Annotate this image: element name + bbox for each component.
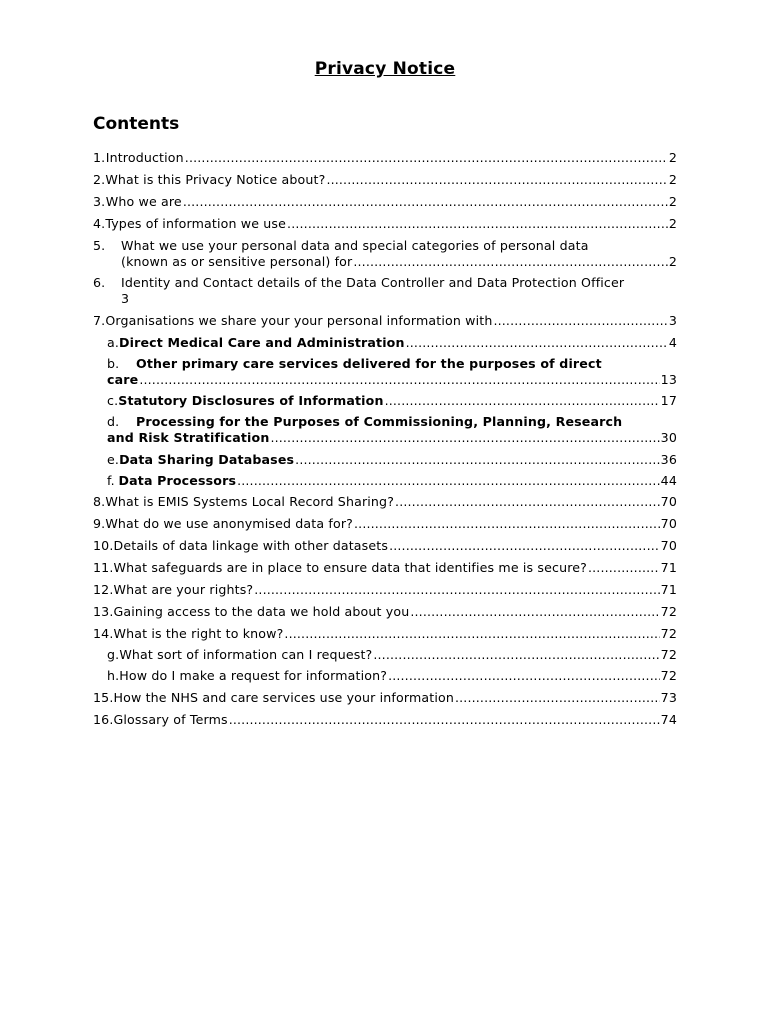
toc-entry-who-we-are[interactable] [93, 194, 677, 210]
toc-letter: f. [107, 473, 115, 488]
toc-page-number: 30 [660, 430, 677, 445]
toc-page-number: 70 [660, 538, 677, 553]
toc-page-number: 3 [668, 313, 677, 328]
toc-entry-anonymised-data[interactable] [93, 516, 677, 532]
toc-letter: b. [107, 356, 120, 371]
toc-leader [388, 668, 660, 684]
toc-page-number: 3 [121, 291, 130, 306]
toc-number: 3. [93, 194, 106, 209]
toc-number: 2. [93, 172, 106, 187]
toc-page-number: 71 [660, 560, 677, 575]
toc-entry-processing-commissioning[interactable] [93, 414, 677, 446]
toc-leader [406, 335, 668, 351]
toc-leader [295, 452, 660, 468]
toc-page-number: 73 [660, 690, 677, 705]
toc-entry-direct-medical-care[interactable] [93, 335, 677, 351]
toc-page-number: 72 [660, 647, 677, 662]
toc-entry-types-of-information[interactable] [93, 216, 677, 232]
toc-entry-what-we-use-data-for[interactable] [93, 238, 677, 270]
toc-number: 6. [93, 275, 106, 290]
toc-entry-other-primary-care[interactable] [93, 356, 677, 388]
toc-leader [410, 604, 659, 620]
toc-entry-glossary[interactable] [93, 712, 677, 728]
toc-entry-how-to-request[interactable] [93, 668, 677, 684]
toc-page-number: 72 [660, 626, 677, 641]
toc-leader [493, 313, 667, 329]
toc-text: Introduction [105, 150, 184, 165]
toc-letter: c. [107, 393, 119, 408]
toc-text: Other primary care services delivered for the purposes of direct [136, 356, 602, 371]
toc-text: Data Sharing Databases [119, 452, 295, 467]
toc-letter: e. [107, 452, 120, 467]
toc-entry-emis-record-sharing[interactable] [93, 494, 677, 510]
toc-letter: a. [107, 335, 120, 350]
toc-leader [588, 560, 660, 576]
toc-entry-statutory-disclosures[interactable] [93, 393, 677, 409]
toc-entry-data-sharing-databases[interactable] [93, 452, 677, 468]
toc-letter: h. [107, 668, 120, 683]
toc-leader [389, 538, 660, 554]
toc-page-number: 2 [668, 254, 677, 269]
toc-entry-data-processors[interactable] [93, 473, 677, 489]
toc-entry-identity-and-contact[interactable] [93, 275, 677, 307]
toc-page-number: 71 [660, 582, 677, 597]
toc-page-number: 13 [660, 372, 677, 387]
toc-page-number: 74 [660, 712, 677, 727]
toc-leader [185, 150, 668, 166]
toc-text: Statutory Disclosures of Information [118, 393, 384, 408]
toc-entry-nhs-use-of-information[interactable] [93, 690, 677, 706]
toc-text: What sort of information can I request? [119, 647, 373, 662]
toc-text-continued: and Risk Stratification [107, 430, 270, 445]
toc-text: Types of information we use [105, 216, 287, 231]
toc-letter: d. [107, 414, 120, 429]
toc-entry-what-info-can-i-request[interactable] [93, 647, 677, 663]
toc-leader [229, 712, 660, 728]
toc-text: What is this Privacy Notice about? [105, 172, 326, 187]
toc-page-number: 2 [668, 194, 677, 209]
toc-page-number: 70 [660, 516, 677, 531]
toc-entry-your-rights[interactable] [93, 582, 677, 598]
toc-leader [284, 626, 659, 642]
toc-leader [326, 172, 667, 188]
toc-page-number: 70 [660, 494, 677, 509]
toc-entry-what-is-this-notice[interactable] [93, 172, 677, 188]
toc-entry-organisations-we-share-with[interactable] [93, 313, 677, 329]
toc-text: Glossary of Terms [113, 712, 228, 727]
toc-page-number: 2 [668, 150, 677, 165]
toc-page-number: 17 [660, 393, 677, 408]
toc-leader [254, 582, 659, 598]
toc-leader [353, 254, 667, 270]
toc-text: Data Processors [118, 473, 237, 488]
toc-entry-safeguards[interactable] [93, 560, 677, 576]
toc-number: 14. [93, 626, 114, 641]
toc-page-number: 72 [660, 604, 677, 619]
toc-text: Organisations we share your your personal information with [105, 313, 493, 328]
toc-text: What are your rights? [113, 582, 254, 597]
toc-leader [139, 372, 659, 388]
toc-leader [455, 690, 660, 706]
toc-leader [270, 430, 659, 446]
toc-number: 9. [93, 516, 106, 531]
toc-page-number: 44 [660, 473, 677, 488]
toc-page-number: 36 [660, 452, 677, 467]
toc-number: 11. [93, 560, 114, 575]
toc-text: What safeguards are in place to ensure data that identifies me is secure? [113, 560, 587, 575]
table-of-contents [93, 148, 677, 728]
toc-letter: g. [107, 647, 120, 662]
contents-heading: Contents [93, 114, 180, 134]
toc-page-number: 4 [668, 335, 677, 350]
toc-entry-right-to-know[interactable] [93, 626, 677, 642]
toc-leader [395, 494, 660, 510]
toc-number: 1. [93, 150, 106, 165]
toc-text: What we use your personal data and special categories of personal data [121, 238, 589, 253]
toc-number: 7. [93, 313, 106, 328]
toc-text: How the NHS and care services use your information [113, 690, 454, 705]
toc-text: Direct Medical Care and Administration [119, 335, 405, 350]
toc-number: 8. [93, 494, 106, 509]
toc-entry-gaining-access[interactable] [93, 604, 677, 620]
toc-leader [354, 516, 660, 532]
toc-text-continued: (known as or sensitive personal) for [121, 254, 353, 269]
toc-number: 5. [93, 238, 106, 253]
toc-text: What do we use anonymised data for? [105, 516, 354, 531]
toc-text: How do I make a request for information? [119, 668, 388, 683]
toc-text: What is EMIS Systems Local Record Sharing? [105, 494, 395, 509]
toc-number: 13. [93, 604, 114, 619]
toc-number: 10. [93, 538, 114, 553]
toc-entry-data-linkage[interactable] [93, 538, 677, 554]
toc-leader [237, 473, 660, 489]
toc-page-number: 72 [660, 668, 677, 683]
toc-leader [385, 393, 660, 409]
toc-text: Details of data linkage with other datasets [113, 538, 389, 553]
toc-leader [373, 647, 659, 663]
toc-text: Gaining access to the data we hold about you [113, 604, 410, 619]
toc-page-number: 2 [668, 172, 677, 187]
toc-number: 16. [93, 712, 114, 727]
toc-text: Who we are [105, 194, 182, 209]
document-title: Privacy Notice [314, 59, 456, 79]
toc-page-number: 2 [668, 216, 677, 231]
toc-number: 12. [93, 582, 114, 597]
toc-leader [287, 216, 668, 232]
toc-text: What is the right to know? [113, 626, 284, 641]
toc-number: 15. [93, 690, 114, 705]
toc-number: 4. [93, 216, 106, 231]
toc-text: Identity and Contact details of the Data Controller and Data Protection Officer [121, 275, 625, 290]
toc-text-continued: care [107, 372, 139, 387]
toc-leader [183, 194, 668, 210]
toc-entry-introduction[interactable] [93, 150, 677, 166]
toc-text: Processing for the Purposes of Commissioning, Planning, Research [136, 414, 623, 429]
